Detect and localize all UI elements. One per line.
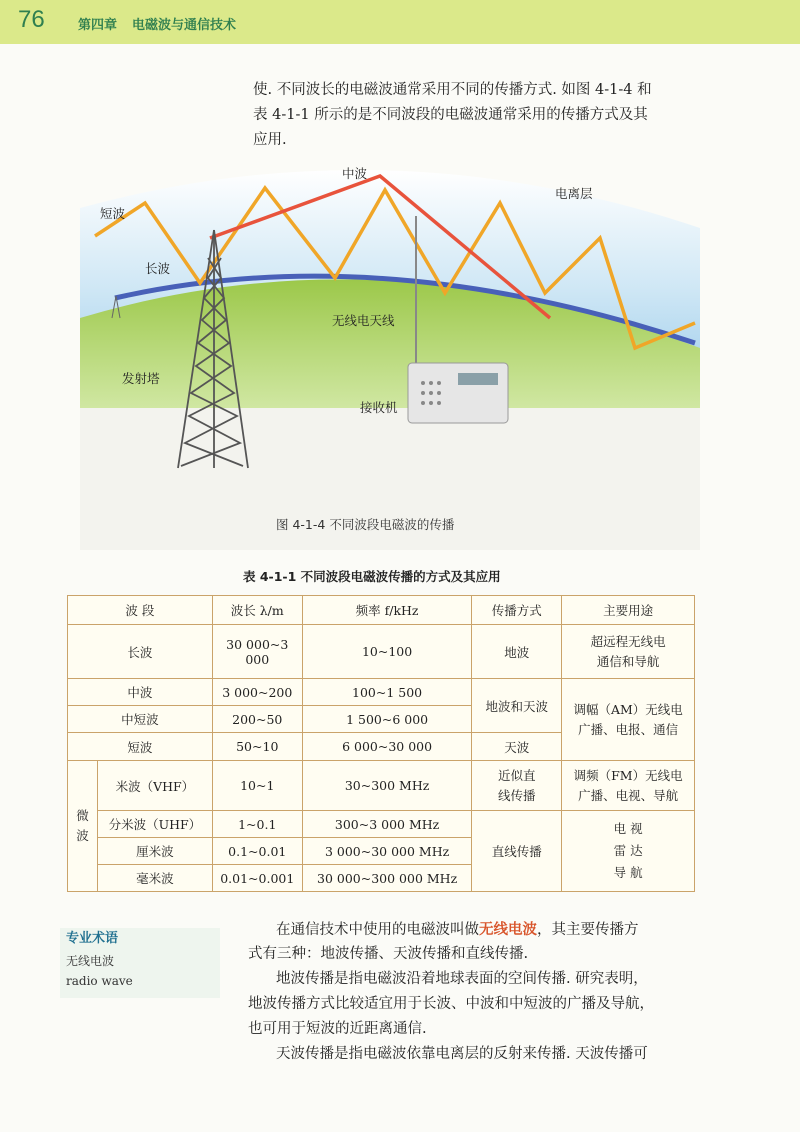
freq-cell: 30 000~300 000 MHz xyxy=(302,865,472,892)
uses-line: 广播、电视、导航 xyxy=(578,787,679,803)
uses-line: 调幅（AM）无线电 xyxy=(573,701,683,717)
page-header xyxy=(0,0,800,44)
freq-cell: 100~1 500 xyxy=(302,679,472,706)
band-cell: 米波（VHF） xyxy=(97,761,212,811)
header-frequency: 频率 f/kHz xyxy=(302,596,472,625)
label-short-wave: 短波 xyxy=(100,206,126,221)
freq-cell: 6 000~30 000 xyxy=(302,733,472,761)
uses-line: 导 航 xyxy=(613,865,643,880)
label-long-wave: 长波 xyxy=(145,261,171,276)
band-cell: 短波 xyxy=(68,733,213,761)
label-medium-wave: 中波 xyxy=(342,166,368,181)
freq-cell: 3 000~30 000 MHz xyxy=(302,838,472,865)
term-title: 专业术语 xyxy=(66,931,119,946)
header-wavelength: 波长 λ/m xyxy=(212,596,302,625)
highlight-term: 无线电波 xyxy=(479,921,537,938)
uses-line: 电 视 xyxy=(613,821,643,836)
wavelength-cell: 30 000~3 000 xyxy=(212,625,302,679)
header-band: 波 段 xyxy=(68,596,213,625)
propagation-cell: 地波 xyxy=(472,625,562,679)
uses-line: 雷 达 xyxy=(613,843,643,858)
label-antenna: 无线电天线 xyxy=(332,313,395,328)
table-header-row xyxy=(68,596,695,625)
wavelength-cell: 0.01~0.001 xyxy=(212,865,302,892)
freq-cell: 300~3 000 MHz xyxy=(302,811,472,838)
table-title: 表 4-1-1 不同波段电磁波传播的方式及其应用 xyxy=(243,569,501,584)
intro-line-3: 应用. xyxy=(253,132,287,148)
uses-line: 通信和导航 xyxy=(596,653,660,669)
uses-cell xyxy=(562,811,695,892)
wavelength-cell: 50~10 xyxy=(212,733,302,761)
band-cell: 中波 xyxy=(68,679,213,706)
figure-caption: 图 4-1-4 不同波段电磁波的传播 xyxy=(276,517,455,532)
table-row xyxy=(68,625,695,679)
propagation-cell xyxy=(472,761,562,811)
label-receiver: 接收机 xyxy=(360,400,398,415)
page-number: 76 xyxy=(18,6,45,33)
band-cell: 中短波 xyxy=(68,706,213,733)
uses-cell xyxy=(562,761,695,811)
wave-band-table xyxy=(67,595,695,892)
uses-cell xyxy=(562,625,695,679)
header-propagation: 传播方式 xyxy=(472,596,562,625)
propagation-line: 近似直 xyxy=(498,767,536,783)
term-chinese: 无线电波 xyxy=(66,954,115,968)
body-line-5: 也可用于短波的近距离通信. xyxy=(248,1021,427,1037)
band-cell: 分米波（UHF） xyxy=(97,811,212,838)
label-tower: 发射塔 xyxy=(122,371,160,386)
chapter-number: 第四章 xyxy=(78,18,118,33)
micro-label-cell xyxy=(68,761,98,892)
body-text: 在通信技术中使用的电磁波叫做 xyxy=(276,922,479,938)
micro-label-char: 微 xyxy=(76,808,89,823)
wavelength-cell: 1~0.1 xyxy=(212,811,302,838)
wavelength-cell: 0.1~0.01 xyxy=(212,838,302,865)
table-row xyxy=(68,761,695,811)
body-text: ，其主要传播方 xyxy=(537,922,639,938)
uses-line: 广播、电报、通信 xyxy=(578,721,679,737)
body-line-2: 式有三种：地波传播、天波传播和直线传播. xyxy=(248,946,529,962)
wavelength-cell: 200~50 xyxy=(212,706,302,733)
header-uses: 主要用途 xyxy=(562,596,695,625)
wavelength-cell: 10~1 xyxy=(212,761,302,811)
label-ionosphere: 电离层 xyxy=(555,186,593,201)
propagation-line: 线传播 xyxy=(498,787,536,803)
table-row xyxy=(68,679,695,706)
body-line-3: 地波传播是指电磁波沿着地球表面的空间传播. 研究表明， xyxy=(276,971,648,987)
freq-cell: 1 500~6 000 xyxy=(302,706,472,733)
propagation-cell: 地波和天波 xyxy=(472,679,562,733)
micro-label-char: 波 xyxy=(76,828,89,843)
propagation-figure xyxy=(80,148,700,550)
wavelength-cell: 3 000~200 xyxy=(212,679,302,706)
chapter-title: 电磁波与通信技术 xyxy=(132,18,237,33)
propagation-cell: 天波 xyxy=(472,733,562,761)
uses-line: 调频（FM）无线电 xyxy=(573,767,683,783)
band-cell: 毫米波 xyxy=(97,865,212,892)
uses-cell xyxy=(562,679,695,761)
body-line-1 xyxy=(276,917,639,943)
body-line-6: 天波传播是指电磁波依靠电离层的反射来传播. 天波传播可 xyxy=(276,1046,648,1062)
intro-line-2: 表 4-1-1 所示的是不同波段的电磁波通常采用的传播方式及其 xyxy=(253,107,648,123)
intro-line-1: 使. 不同波长的电磁波通常采用不同的传播方式. 如图 4-1-4 和 xyxy=(253,82,652,98)
freq-cell: 30~300 MHz xyxy=(302,761,472,811)
band-cell: 长波 xyxy=(68,625,213,679)
band-cell: 厘米波 xyxy=(97,838,212,865)
freq-cell: 10~100 xyxy=(302,625,472,679)
body-line-4: 地波传播方式比较适宜用于长波、中波和中短波的广播及导航， xyxy=(248,996,654,1012)
propagation-cell: 直线传播 xyxy=(472,811,562,892)
term-english: radio wave xyxy=(66,974,133,988)
table-row xyxy=(68,811,695,838)
uses-line: 超远程无线电 xyxy=(590,633,666,649)
